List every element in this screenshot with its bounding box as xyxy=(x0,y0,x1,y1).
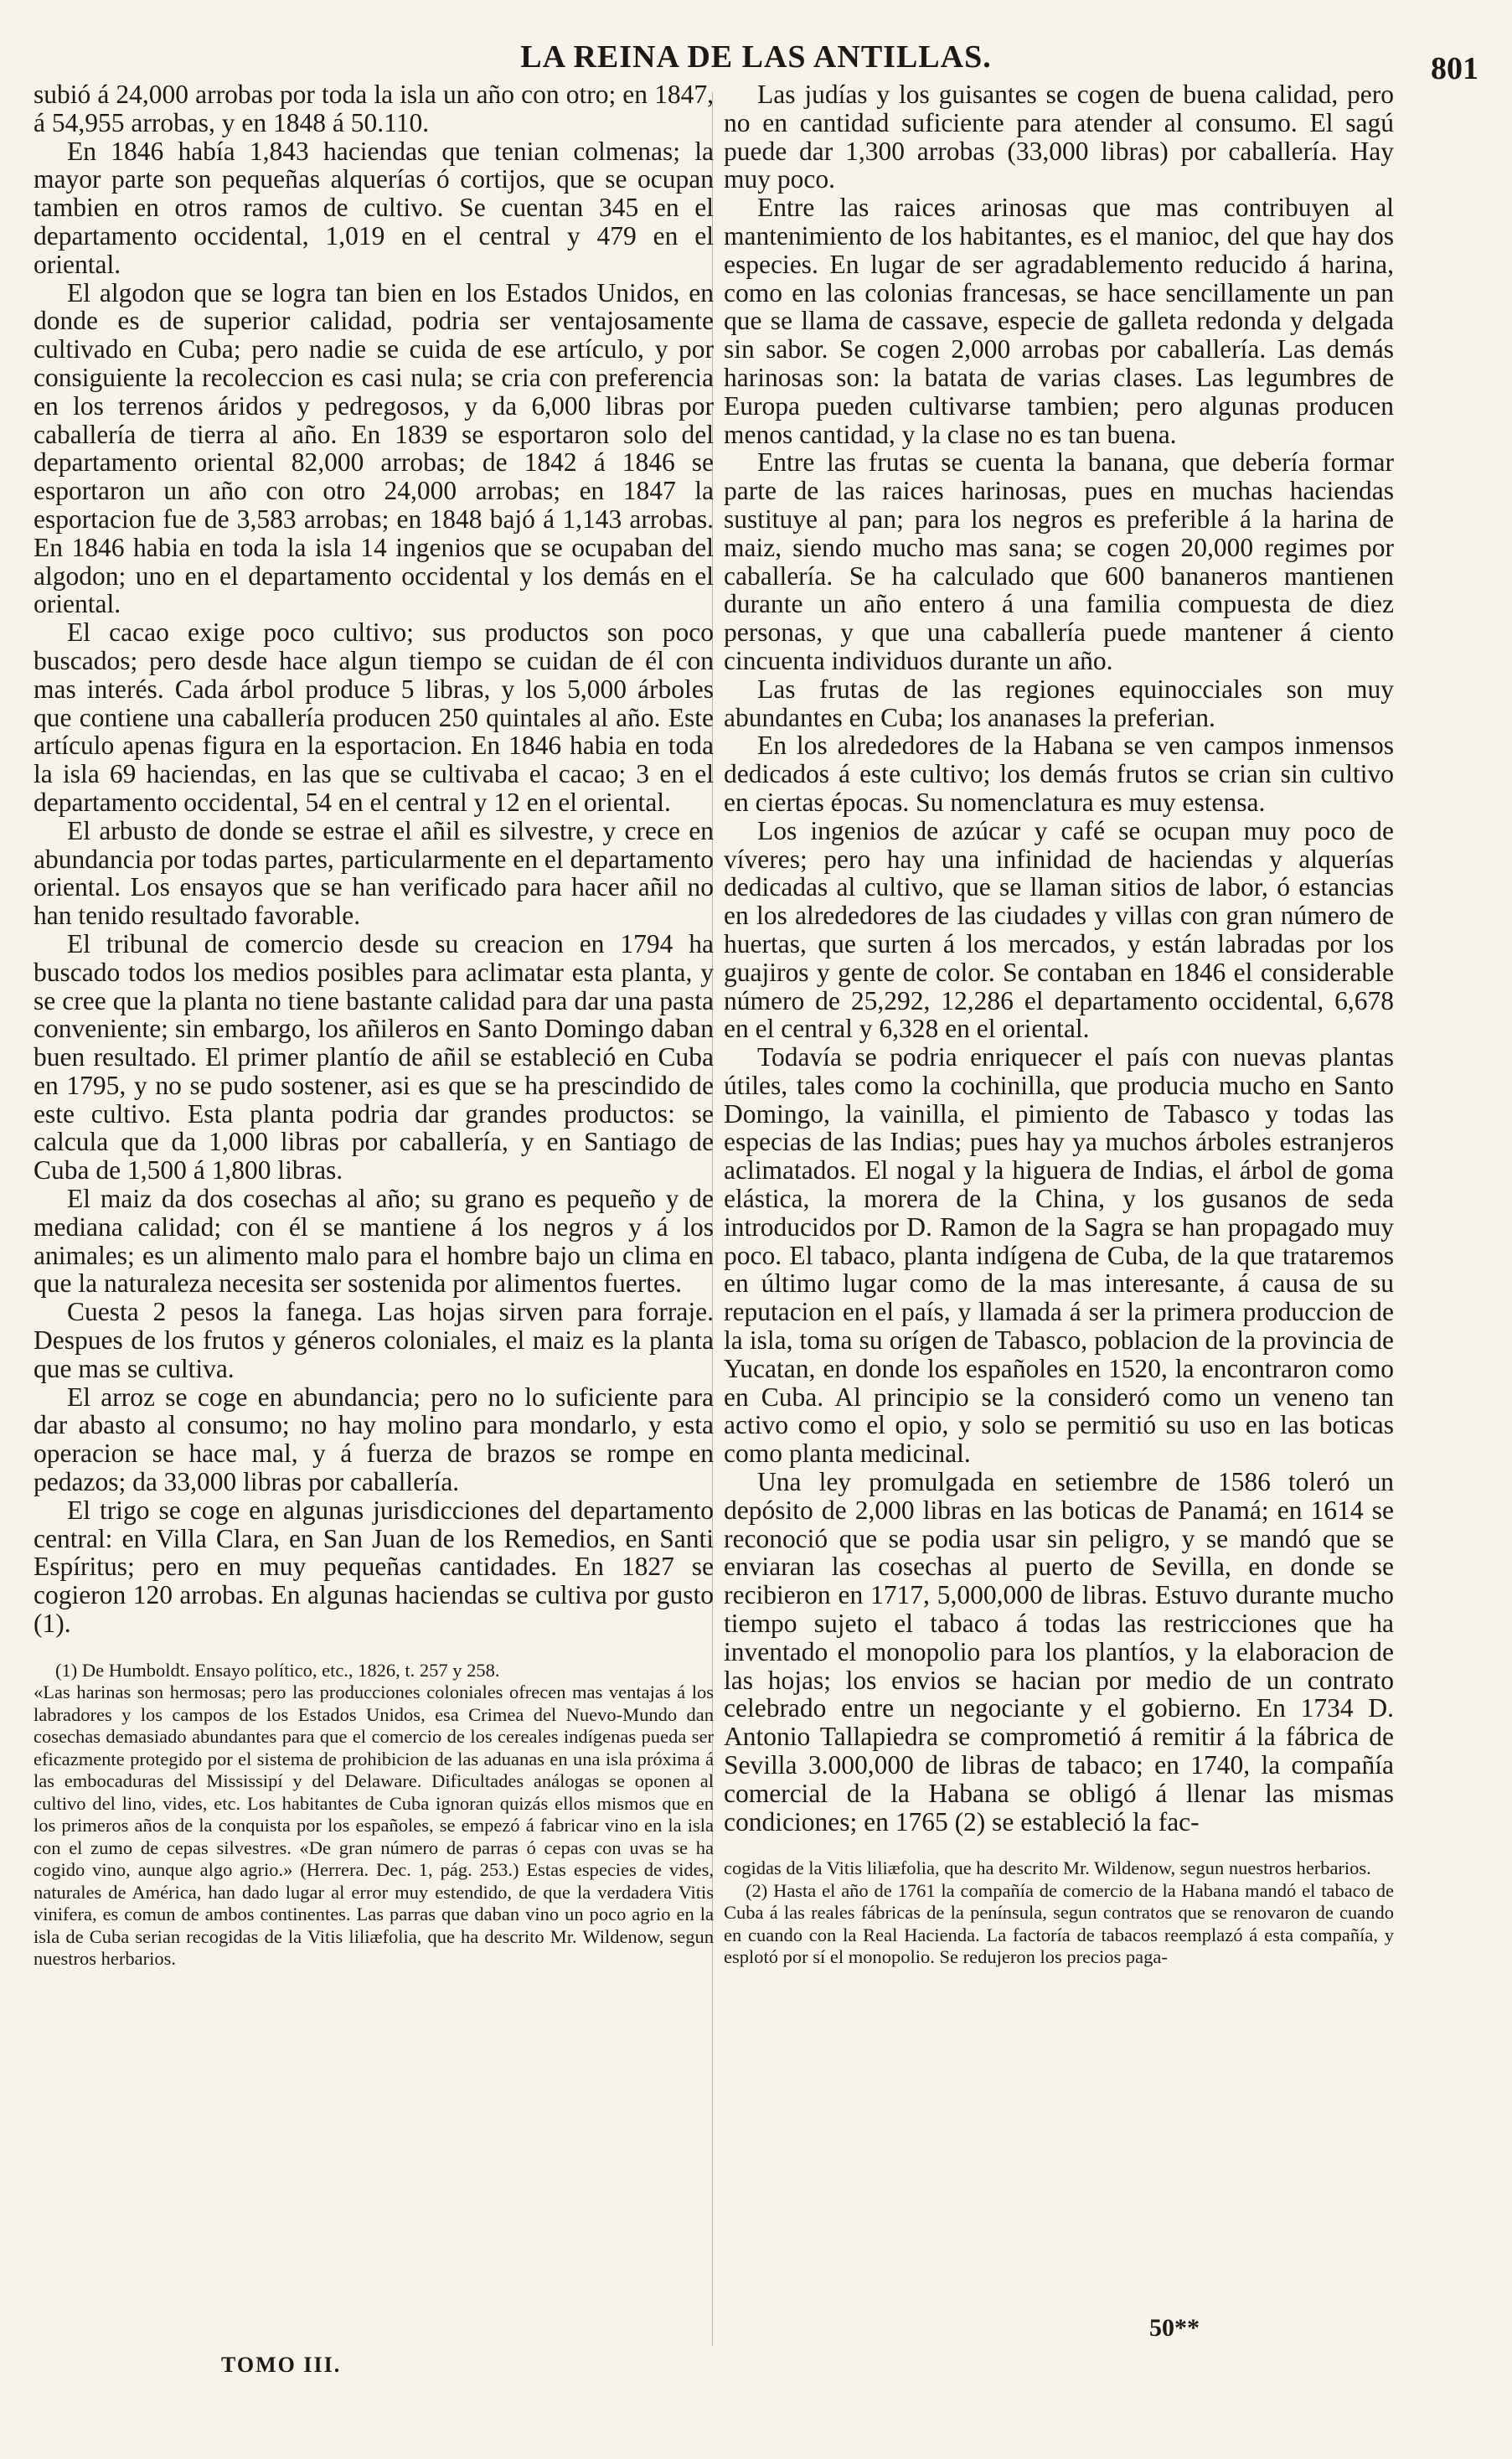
paragraph: El trigo se coge en algunas jurisdicciones del departamento central: en Villa Clara, en San Juan de los Remedios, en Santi Espíritus; pero en muy pequeñas cantidades. En 1827 se cogieron 120 arrobas. En algunas haciendas se cultiva por gusto (1). xyxy=(34,1495,714,1639)
footnote: (2) Hasta el año de 1761 la compañía de comercio de la Habana mandó el tabaco de Cuba á las reales fábricas de la península, segun contratos que se renovaron de cuando en cuando con la Real Hacienda. La factoría de tabacos reemplazó á esta compañía, y esplotó por sí el monopolio. Se redujeron los precios paga- xyxy=(724,1879,1394,1968)
left-column xyxy=(34,80,714,1971)
paragraph: En los alrededores de la Habana se ven campos inmensos dedicados á este cultivo; los demás frutos se crian sin cultivo en ciertas épocas. Su nomenclatura es muy estensa. xyxy=(724,731,1394,817)
paragraph: El arroz se coge en abundancia; pero no lo suficiente para dar abasto al consumo; no hay molino para mondarlo, y esta operacion se hace mal, y á fuerza de brazos se rompe en pedazos; da 33,000 libras por caballería. xyxy=(34,1382,714,1497)
paragraph: El algodon que se logra tan bien en los Estados Unidos, en donde es de superior calidad, podria ser ventajosamente cultivado en Cuba; pero nadie se cuida de ese artículo, y por consiguiente la recoleccion es casi nula; se cria con preferencia en los terrenos áridos y pedregosos, y da 6,000 libras por caballería de tierra al año. En 1839 se esportaron solo del departamento oriental 82,000 arrobas; de 1842 á 1846 se esportaron un año con otro 24,000 arrobas; en 1847 la esportacion fue de 3,583 arrobas; en 1848 bajó á 1,143 arrobas. En 1846 habia en toda la isla 14 ingenios que se ocupaban del algodon; uno en el departamento occidental y los demás en el oriental. xyxy=(34,277,714,619)
paragraph: El arbusto de donde se estrae el añil es silvestre, y crece en abundancia por todas partes, particularmente en el departamento oriental. Los ensayos que se han verificado para hacer añil no han tenido resultado favorable. xyxy=(34,815,714,931)
paragraph: Los ingenios de azúcar y café se ocupan muy poco de víveres; pero hay una infinidad de haciendas y alquerías dedicadas al cultivo, que se llaman sitios de labor, ó estancias en los alrededores de las ciudades y villas con gran número de huertas, que surten á los mercados, y están labradas por los guajiros y gente de color. Se contaban en 1846 el considerable número de 25,292, 12,286 el departamento occidental, 6,678 en el central y 6,328 en el oriental. xyxy=(724,815,1394,1044)
paragraph: Entre las raices arinosas que mas contribuyen al mantenimiento de los habitantes, es el manioc, del que hay dos especies. En lugar de ser agradablemento reducido á harina, como en las colonias francesas, se hace sencillamente un pan que se llama de cassave, especie de galleta redonda y delgada sin sabor. Se cogen 2,000 arrobas por caballería. Las demás harinosas son: la batata de varias clases. Las legumbres de Europa pueden cultivarse tambien; pero algunas producen menos cantidad, y la clase no es tan buena. xyxy=(724,193,1394,449)
paragraph: Las frutas de las regiones equinocciales son muy abundantes en Cuba; los ananases la preferian. xyxy=(724,674,1394,732)
paragraph: El cacao exige poco cultivo; sus productos son poco buscados; pero desde hace algun tiempo se cuidan de él con mas interés. Cada árbol produce 5 libras, y los 5,000 árboles que contiene una caballería producen 250 quintales al año. Este artículo apenas figura en la esportacion. En 1846 habia en toda la isla 69 haciendas, en las que se cultivaba el cacao; 3 en el departamento occidental, 54 en el central y 12 en el oriental. xyxy=(34,617,714,817)
paragraph: El maiz da dos cosechas al año; su grano es pequeño y de mediana calidad; con él se mantiene á los negros y á los animales; es un alimento malo para el hombre bajo un clima en que la naturaleza necesita ser sostenida por alimentos fuertes. xyxy=(34,1184,714,1299)
footnote: «Las harinas son hermosas; pero las producciones coloniales ofrecen mas ventajas á los labradores y los campos de los Estados Unidos, esa Crimea del Nuevo-Mundo dan cosechas demasiado abundantes para que el comercio de los cereales indígenas pueda ser eficazmente protegido por el sistema de prohibicion de las aduanas en una isla próxima á las embocaduras del Mississipí y del Delaware. Dificultades análogas se oponen al cultivo del lino, vides, etc. Los habitantes de Cuba ignoran quizás ellos mismos que en los primeros años de la conquista por los españoles, se empezó á fabricar vino en la isla con el zumo de cepas silvestres. «De gran número de parras ó cepas con uvas se ha cogido vino, aunque algo agrio.» (Herrera. Dec. 1, pág. 253.) Estas especies de vides, naturales de América, han dado lugar al error muy estendido, de que la verdadera Vitis vinifera, es comun de ambos continentes. Las parras que daban vino un poco agrio en la isla de Cuba serian recogidas de la Vitis liliæfolia, que ha descrito Mr. Wildenow, segun nuestros herbarios. xyxy=(34,1682,714,1970)
paragraph: Cuesta 2 pesos la fanega. Las hojas sirven para forraje. Despues de los frutos y géneros coloniales, el maiz es la planta que mas se cultiva. xyxy=(34,1297,714,1383)
running-title: LA REINA DE LAS ANTILLAS. xyxy=(520,39,992,75)
paragraph: subió á 24,000 arrobas por toda la isla un año con otro; en 1847, á 54,955 arrobas, y en 1848 á 50.110. xyxy=(34,80,714,137)
paragraph: Las judías y los guisantes se cogen de buena calidad, pero no en cantidad suficiente para atender al consumo. El sagú puede dar 1,300 arrobas (33,000 libras) por caballería. Hay muy poco. xyxy=(724,80,1394,194)
footnotes-left xyxy=(34,1660,714,1971)
paragraph: El tribunal de comercio desde su creacion en 1794 ha buscado todos los medios posibles para aclimatar esta planta, y se cree que la planta no tiene bastante calidad para dar una pasta conveniente; sin embargo, los añileros en Santo Domingo daban buen resultado. El primer plantío de añil se estableció en Cuba en 1795, y no se pudo sostener, asi es que se ha prescindido de este cultivo. Esta planta podria dar grandes productos: se calcula que da 1,000 libras por caballería, y en Santiago de Cuba de 1,500 á 1,800 libras. xyxy=(34,928,714,1186)
right-column xyxy=(724,80,1394,1969)
paragraph: En 1846 había 1,843 haciendas que tenian colmenas; la mayor parte son pequeñas alquerías ó cortijos, que se ocupan tambien en otros ramos de cultivo. Se cuentan 345 en el departamento occidental, 1,019 en el central y 479 en el oriental. xyxy=(34,136,714,279)
volume-label: TOMO III. xyxy=(221,2353,342,2377)
page-number: 801 xyxy=(1431,51,1478,86)
paragraph: Todavía se podria enriquecer el país con nuevas plantas útiles, tales como la cochinilla, que producia mucho en Santo Domingo, la vainilla, el pimiento de Tabasco y todas las especias de las Indias; pues hay ya muchos árboles estranjeros aclimatados. El nogal y la higuera de Indias, el árbol de goma elástica, la morera de la China, y los gusanos de seda introducidos por D. Ramon de la Sagra se han propagado muy poco. El tabaco, planta indígena de Cuba, de la que trataremos en último lugar como de la mas interesante, á causa de su reputacion en el país, y llamada á ser la primera produccion de la isla, toma su orígen de Tabasco, poblacion de la provincia de Yucatan, en donde los españoles en 1520, la encontraron como en Cuba. Al principio se la consideró como un veneno tan activo como el opio, y solo se permitió su uso en las boticas como planta medicinal. xyxy=(724,1042,1394,1469)
paragraph: Una ley promulgada en setiembre de 1586 toleró un depósito de 2,000 libras en las boticas de Panamá; en 1614 se reconoció que se podia usar sin peligro, y se mandó que se enviaran las cosechas al puerto de Sevilla, en donde se recibieron en 1717, 5,000,000 de libras. Estuvo durante mucho tiempo sujeto el tabaco á todas las restricciones que ha inventado el monopolio para los plantíos, y la elaboracion de las hojas; los envios se hacian por medio de un contrato celebrado entre un negociante y el gobierno. En 1734 D. Antonio Tallapiedra se comprometió á remitir á la fábrica de Sevilla 3.000,000 de libras de tabaco; en 1740, la compañía comercial de la Habana se obligó á llenar las mismas condiciones; en 1765 (2) se estableció la fac- xyxy=(724,1467,1394,1837)
signature-mark: 50** xyxy=(1149,2314,1200,2342)
page-header xyxy=(34,39,1478,86)
footnotes-right xyxy=(724,1857,1394,1969)
paragraph: Entre las frutas se cuenta la banana, que debería formar parte de las raices harinosas, pues en muchas haciendas sustituye al pan; para los negros es preferible á la harina de maiz, siendo mucho mas sana; se cogen 20,000 regimes por caballería. Se ha calculado que 600 bananeros mantienen durante un año entero á una familia compuesta de diez personas, y que una caballería puede mantener á ciento cincuenta individuos durante un año. xyxy=(724,447,1394,675)
footnote: cogidas de la Vitis liliæfolia, que ha descrito Mr. Wildenow, segun nuestros herbarios. xyxy=(724,1857,1371,1879)
footnote: (1) De Humboldt. Ensayo político, etc., 1826, t. 257 y 258. xyxy=(55,1659,500,1681)
